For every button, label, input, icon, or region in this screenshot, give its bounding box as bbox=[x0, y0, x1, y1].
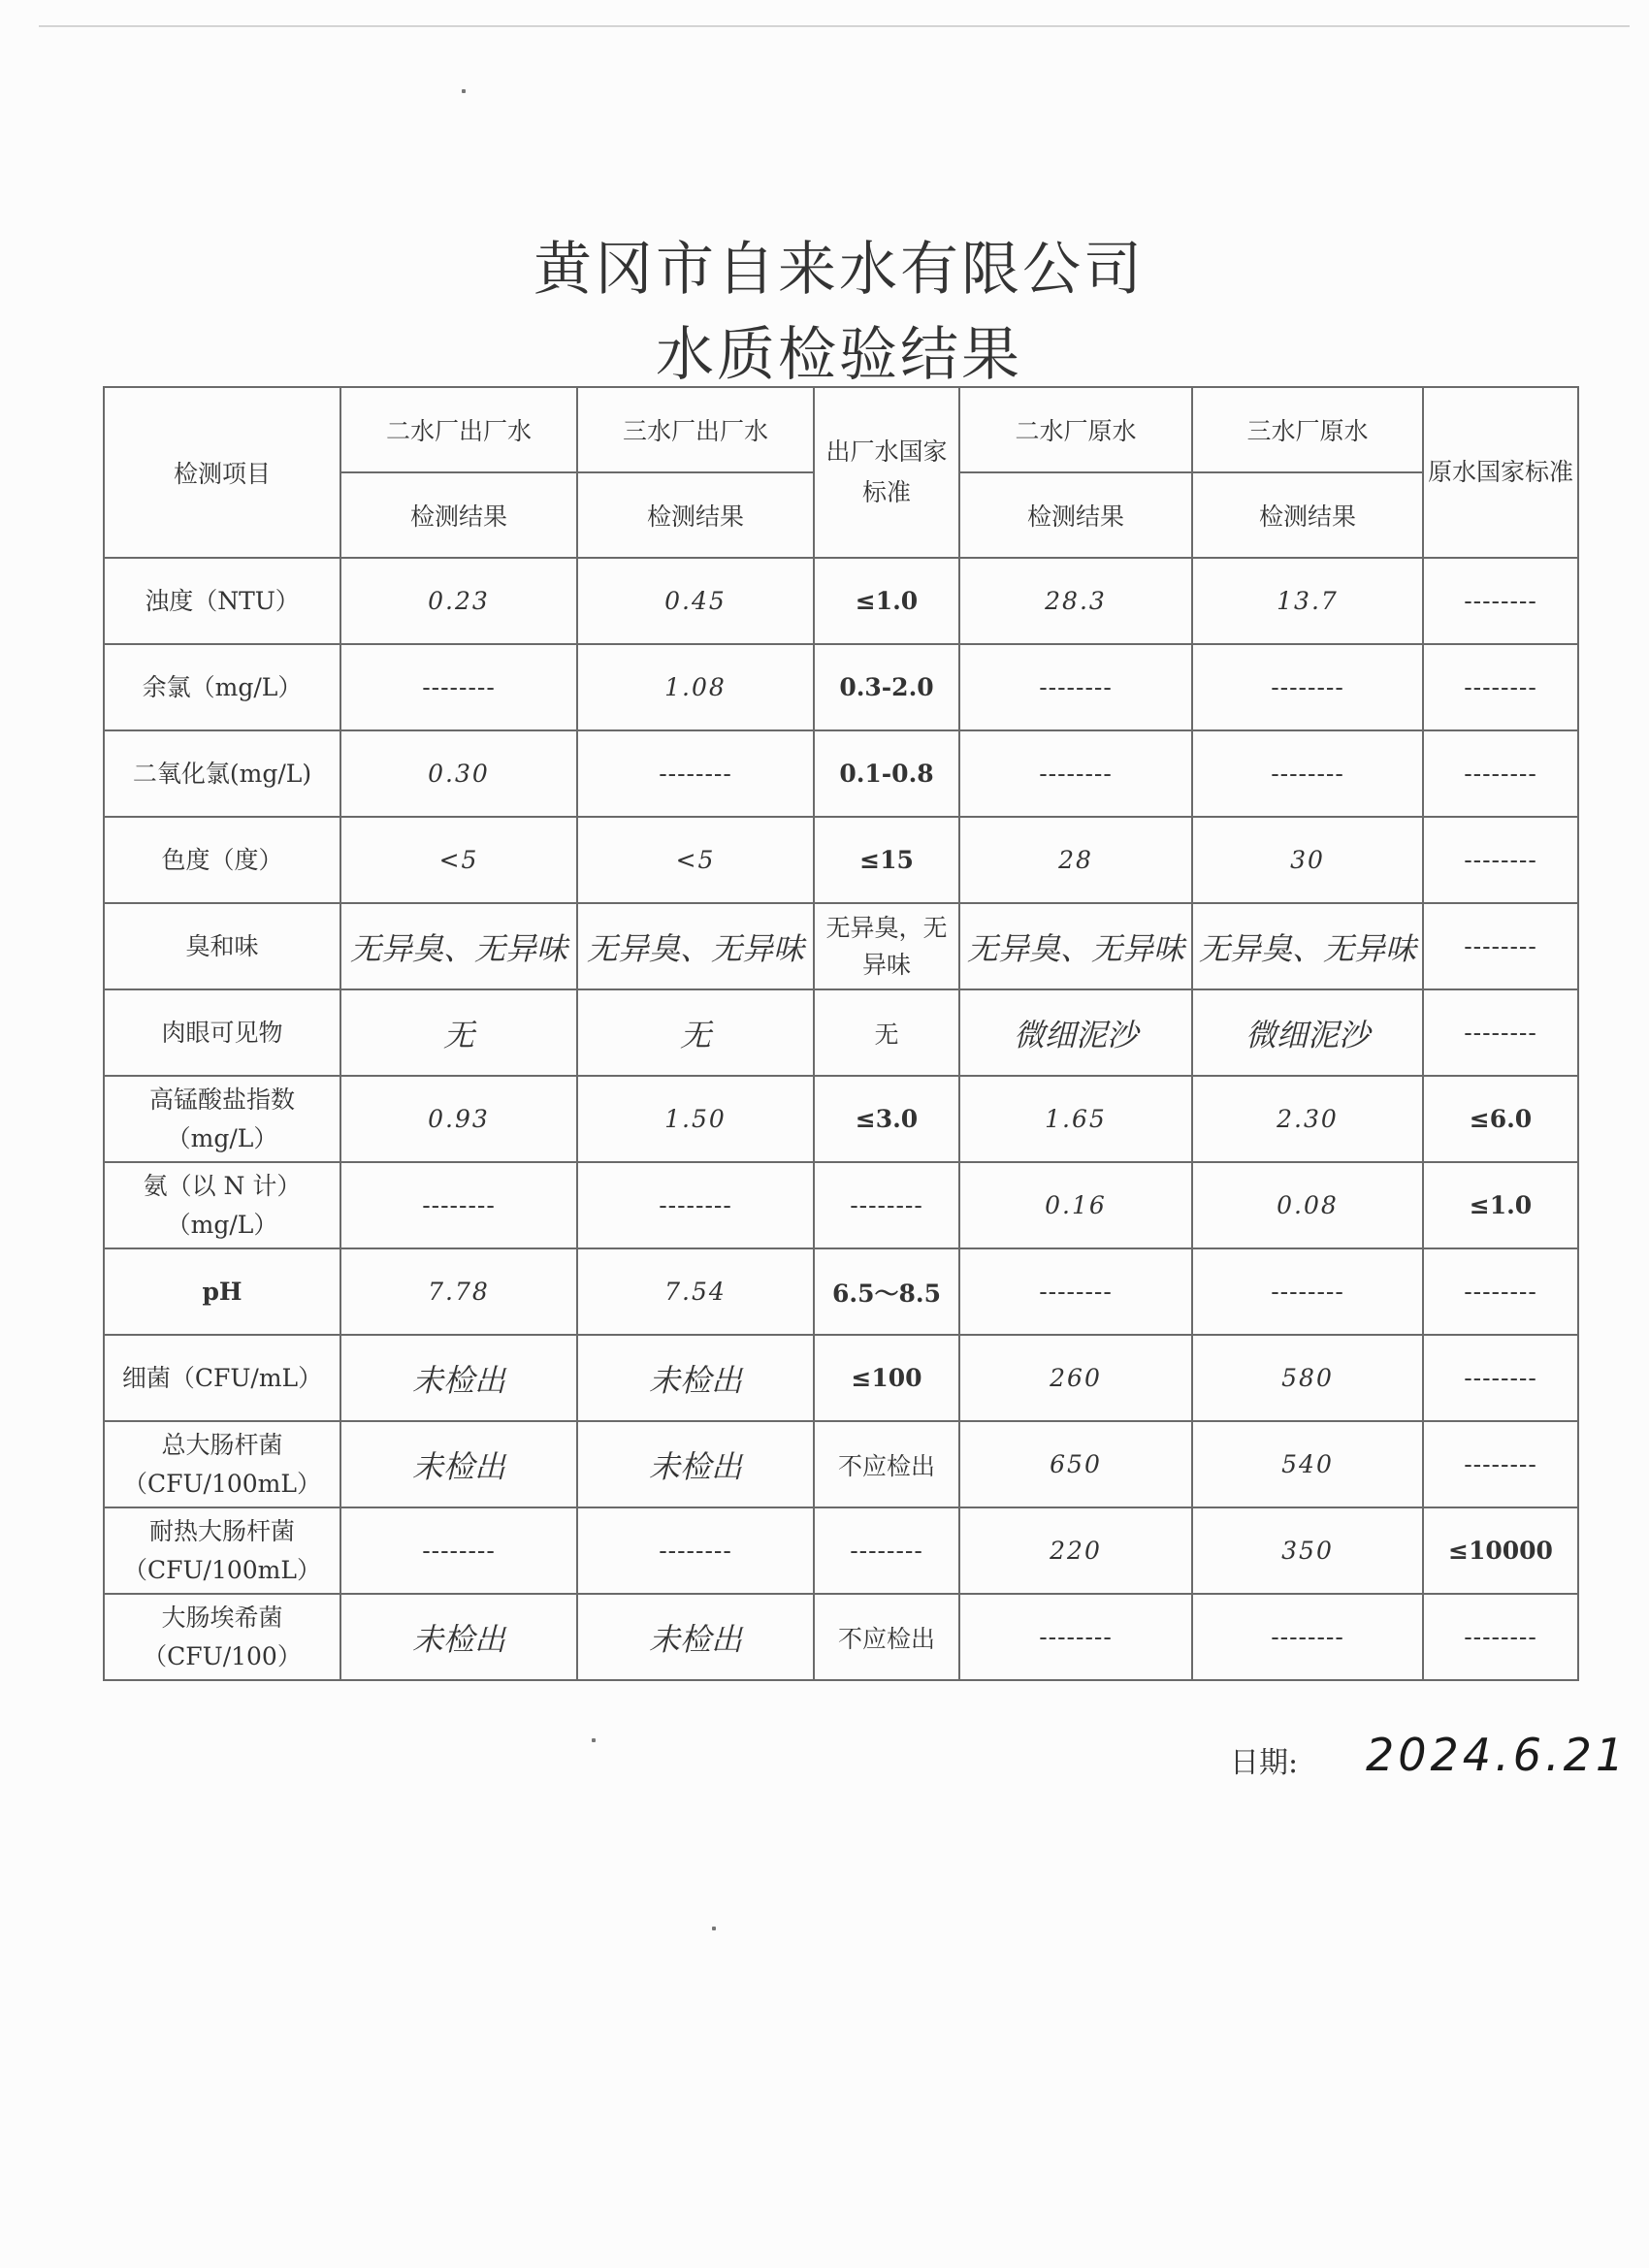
cell-raw-standard: ≤10000 bbox=[1423, 1507, 1578, 1594]
cell-outlet-standard: ≤1.0 bbox=[814, 558, 959, 644]
cell-plant3-raw: -------- bbox=[1192, 730, 1423, 817]
cell-plant3-raw: 2.30 bbox=[1192, 1076, 1423, 1162]
cell-plant3-outlet: -------- bbox=[577, 1507, 814, 1594]
table-header-row bbox=[104, 387, 1578, 472]
cell-plant2-outlet: 7.78 bbox=[340, 1248, 577, 1335]
header-item: 检测项目 bbox=[104, 387, 340, 558]
cell-plant2-outlet: 无 bbox=[340, 989, 577, 1076]
cell-plant3-outlet: 未检出 bbox=[577, 1335, 814, 1421]
cell-plant2-outlet: 未检出 bbox=[340, 1594, 577, 1680]
table-row bbox=[104, 1076, 1578, 1162]
cell-plant3-outlet: -------- bbox=[577, 1162, 814, 1248]
cell-outlet-standard: -------- bbox=[814, 1162, 959, 1248]
cell-raw-standard: -------- bbox=[1423, 1335, 1578, 1421]
subheader-result: 检测结果 bbox=[340, 472, 577, 558]
table-row bbox=[104, 558, 1578, 644]
subheader-result: 检测结果 bbox=[577, 472, 814, 558]
table-row bbox=[104, 1162, 1578, 1248]
row-item: 臭和味 bbox=[104, 903, 340, 989]
date-label: 日期: bbox=[1230, 1746, 1299, 1780]
cell-plant2-outlet: 0.93 bbox=[340, 1076, 577, 1162]
cell-plant2-raw: 微细泥沙 bbox=[959, 989, 1192, 1076]
row-item: 浊度（NTU） bbox=[104, 558, 340, 644]
header-raw-standard: 原水国家标准 bbox=[1423, 387, 1578, 558]
cell-plant3-outlet: 无异臭、无异味 bbox=[577, 903, 814, 989]
cell-plant3-raw: -------- bbox=[1192, 1248, 1423, 1335]
cell-plant2-outlet: 未检出 bbox=[340, 1421, 577, 1507]
header-plant3-raw: 三水厂原水 bbox=[1192, 387, 1423, 472]
row-item: 氨（以 N 计）（mg/L） bbox=[104, 1162, 340, 1248]
header-outlet-standard: 出厂水国家标准 bbox=[814, 387, 959, 558]
row-item: 二氧化氯(mg/L) bbox=[104, 730, 340, 817]
row-item: 细菌（CFU/mL） bbox=[104, 1335, 340, 1421]
cell-plant2-raw: 260 bbox=[959, 1335, 1192, 1421]
cell-raw-standard: -------- bbox=[1423, 644, 1578, 730]
cell-plant3-outlet: 未检出 bbox=[577, 1594, 814, 1680]
cell-plant2-outlet: 无异臭、无异味 bbox=[340, 903, 577, 989]
cell-outlet-standard: ≤100 bbox=[814, 1335, 959, 1421]
cell-outlet-standard: -------- bbox=[814, 1507, 959, 1594]
cell-raw-standard: -------- bbox=[1423, 730, 1578, 817]
cell-plant2-raw: 28 bbox=[959, 817, 1192, 903]
cell-plant2-raw: -------- bbox=[959, 730, 1192, 817]
cell-raw-standard: -------- bbox=[1423, 817, 1578, 903]
cell-raw-standard: ≤6.0 bbox=[1423, 1076, 1578, 1162]
table-row bbox=[104, 1335, 1578, 1421]
cell-plant3-raw: 微细泥沙 bbox=[1192, 989, 1423, 1076]
cell-plant2-raw: 无异臭、无异味 bbox=[959, 903, 1192, 989]
table-row bbox=[104, 989, 1578, 1076]
table-row bbox=[104, 817, 1578, 903]
cell-plant2-raw: -------- bbox=[959, 1248, 1192, 1335]
row-item: 总大肠杆菌（CFU/100mL） bbox=[104, 1421, 340, 1507]
cell-plant3-raw: 13.7 bbox=[1192, 558, 1423, 644]
cell-plant3-raw: 580 bbox=[1192, 1335, 1423, 1421]
cell-plant3-outlet: 0.45 bbox=[577, 558, 814, 644]
cell-plant2-outlet: 0.30 bbox=[340, 730, 577, 817]
cell-plant2-outlet: -------- bbox=[340, 1507, 577, 1594]
table-row bbox=[104, 1594, 1578, 1680]
header-plant3-outlet: 三水厂出厂水 bbox=[577, 387, 814, 472]
cell-plant3-outlet: 1.08 bbox=[577, 644, 814, 730]
cell-plant3-raw: -------- bbox=[1192, 1594, 1423, 1680]
cell-plant3-raw: 30 bbox=[1192, 817, 1423, 903]
cell-plant2-raw: 28.3 bbox=[959, 558, 1192, 644]
cell-outlet-standard: 无 bbox=[814, 989, 959, 1076]
cell-raw-standard: ≤1.0 bbox=[1423, 1162, 1578, 1248]
cell-plant2-raw: -------- bbox=[959, 1594, 1192, 1680]
cell-plant2-outlet: -------- bbox=[340, 1162, 577, 1248]
cell-plant3-raw: 无异臭、无异味 bbox=[1192, 903, 1423, 989]
cell-plant2-outlet: -------- bbox=[340, 644, 577, 730]
row-item: 高锰酸盐指数（mg/L） bbox=[104, 1076, 340, 1162]
cell-plant2-outlet: 0.23 bbox=[340, 558, 577, 644]
row-item: pH bbox=[104, 1248, 340, 1335]
cell-raw-standard: -------- bbox=[1423, 1421, 1578, 1507]
cell-plant3-raw: 540 bbox=[1192, 1421, 1423, 1507]
row-item: 色度（度） bbox=[104, 817, 340, 903]
subheader-result: 检测结果 bbox=[1192, 472, 1423, 558]
table-row bbox=[104, 903, 1578, 989]
cell-plant2-raw: 1.65 bbox=[959, 1076, 1192, 1162]
cell-outlet-standard: 0.3-2.0 bbox=[814, 644, 959, 730]
cell-plant3-outlet: 未检出 bbox=[577, 1421, 814, 1507]
cell-plant2-raw: 0.16 bbox=[959, 1162, 1192, 1248]
table-row bbox=[104, 730, 1578, 817]
scan-speck bbox=[712, 1927, 716, 1930]
cell-plant2-outlet: <5 bbox=[340, 817, 577, 903]
table-row bbox=[104, 1507, 1578, 1594]
cell-plant3-outlet: -------- bbox=[577, 730, 814, 817]
scan-speck bbox=[592, 1738, 596, 1742]
cell-plant3-outlet: 1.50 bbox=[577, 1076, 814, 1162]
cell-raw-standard: -------- bbox=[1423, 903, 1578, 989]
cell-outlet-standard: ≤3.0 bbox=[814, 1076, 959, 1162]
cell-plant2-raw: -------- bbox=[959, 644, 1192, 730]
cell-plant2-outlet: 未检出 bbox=[340, 1335, 577, 1421]
document-title: 水质检验结果 bbox=[656, 321, 1022, 389]
cell-outlet-standard: 6.5～8.5 bbox=[814, 1248, 959, 1335]
water-quality-table bbox=[103, 386, 1579, 1681]
header-plant2-outlet: 二水厂出厂水 bbox=[340, 387, 577, 472]
row-item: 肉眼可见物 bbox=[104, 989, 340, 1076]
table-row bbox=[104, 1421, 1578, 1507]
cell-plant2-raw: 220 bbox=[959, 1507, 1192, 1594]
cell-raw-standard: -------- bbox=[1423, 1594, 1578, 1680]
row-item: 大肠埃希菌（CFU/100） bbox=[104, 1594, 340, 1680]
cell-raw-standard: -------- bbox=[1423, 1248, 1578, 1335]
table-row bbox=[104, 644, 1578, 730]
cell-outlet-standard: 0.1-0.8 bbox=[814, 730, 959, 817]
cell-outlet-standard: ≤15 bbox=[814, 817, 959, 903]
row-item: 耐热大肠杆菌（CFU/100mL） bbox=[104, 1507, 340, 1594]
cell-outlet-standard: 不应检出 bbox=[814, 1594, 959, 1680]
cell-plant3-outlet: <5 bbox=[577, 817, 814, 903]
company-title: 黄冈市自来水有限公司 bbox=[534, 236, 1145, 304]
header-plant2-raw: 二水厂原水 bbox=[959, 387, 1192, 472]
cell-plant2-raw: 650 bbox=[959, 1421, 1192, 1507]
cell-outlet-standard: 无异臭，无异味 bbox=[814, 903, 959, 989]
table-row bbox=[104, 1248, 1578, 1335]
cell-plant3-raw: -------- bbox=[1192, 644, 1423, 730]
row-item: 余氯（mg/L） bbox=[104, 644, 340, 730]
scan-speck bbox=[462, 89, 466, 93]
cell-plant3-outlet: 无 bbox=[577, 989, 814, 1076]
subheader-result: 检测结果 bbox=[959, 472, 1192, 558]
cell-plant3-raw: 350 bbox=[1192, 1507, 1423, 1594]
cell-plant3-raw: 0.08 bbox=[1192, 1162, 1423, 1248]
cell-outlet-standard: 不应检出 bbox=[814, 1421, 959, 1507]
date-value: 2024.6.21 bbox=[1366, 1729, 1629, 1781]
cell-plant3-outlet: 7.54 bbox=[577, 1248, 814, 1335]
cell-raw-standard: -------- bbox=[1423, 558, 1578, 644]
scan-top-edge-line bbox=[39, 25, 1630, 27]
cell-raw-standard: -------- bbox=[1423, 989, 1578, 1076]
